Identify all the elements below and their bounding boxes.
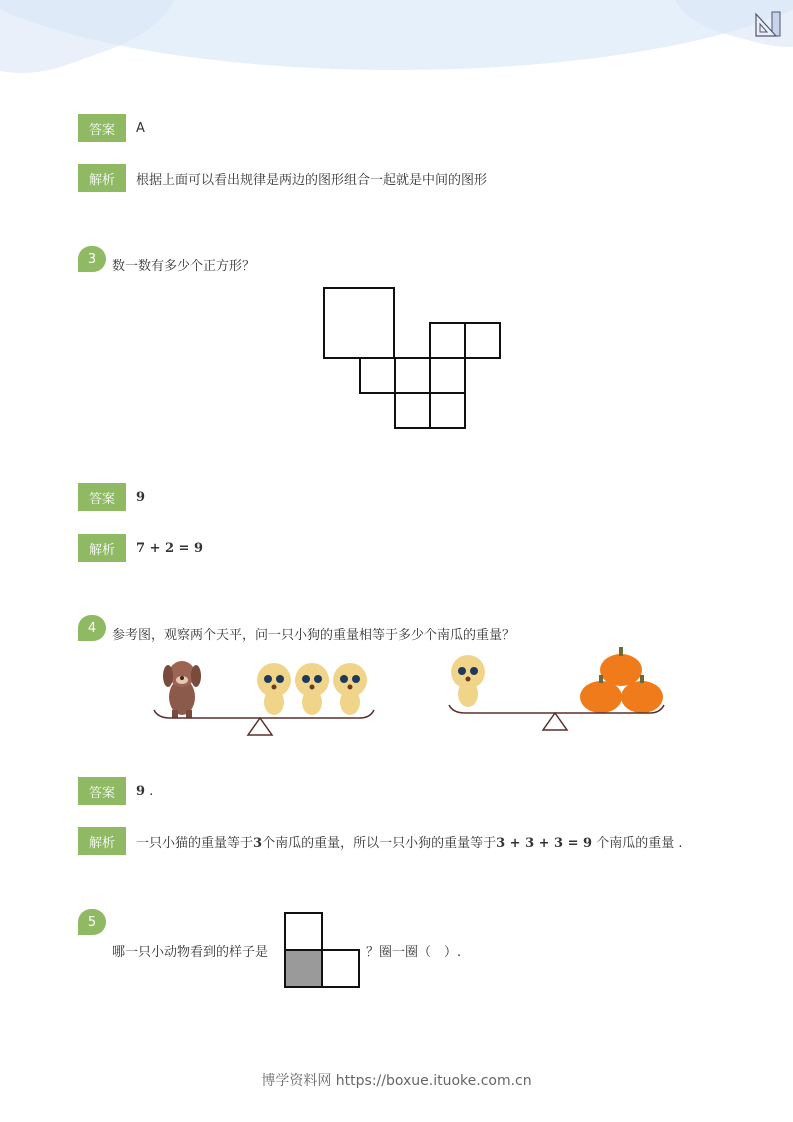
answer-value: 9 [136, 489, 146, 505]
answer-tag: 答案 [78, 777, 126, 805]
analysis-row [78, 827, 683, 855]
view-shape-figure [283, 911, 363, 991]
answer-value: A [136, 120, 145, 136]
dog-illustration [163, 661, 201, 718]
cat-illustration [451, 655, 485, 707]
answer-row [78, 483, 145, 511]
analysis-text: 7 + 2 = 9 [136, 540, 204, 556]
balance-cat-pumpkins [445, 645, 670, 735]
cat-illustration [333, 663, 367, 715]
answer-value: 9 . [136, 783, 154, 799]
question-text-after: ？圈一圈（ ）. [366, 945, 462, 960]
cat-illustration [295, 663, 329, 715]
answer-tag: 答案 [78, 483, 126, 511]
analysis-text: 一只小猫的重量等于3个南瓜的重量，所以一只小狗的重量等于3 + 3 + 3 = 9 个南瓜的重量 . [136, 835, 683, 851]
pumpkin-illustration [600, 647, 642, 686]
set-square-ruler-icon [754, 10, 782, 38]
analysis-tag: 解析 [78, 827, 126, 855]
answer-tag: 答案 [78, 114, 126, 142]
answer-row [78, 114, 145, 142]
question-text: 参考图，观察两个天平，问一只小狗的重量相等于多少个南瓜的重量？ [112, 628, 516, 643]
question-number-badge: 3 [78, 246, 106, 272]
analysis-row [78, 164, 487, 192]
question-text-before: 哪一只小动物看到的样子是 [112, 945, 269, 960]
balance-dog-cats [150, 652, 380, 742]
analysis-row [78, 534, 203, 562]
analysis-text: 根据上面可以看出规律是两边的图形组合一起就是中间的图形 [136, 172, 488, 188]
answer-row [78, 777, 153, 805]
squares-figure [320, 284, 510, 434]
cat-illustration [257, 663, 291, 715]
question-text: 数一数有多少个正方形？ [112, 259, 256, 274]
question-number-badge: 4 [78, 615, 106, 641]
analysis-tag: 解析 [78, 164, 126, 192]
question-number-badge: 5 [78, 909, 106, 935]
analysis-tag: 解析 [78, 534, 126, 562]
footer-watermark: 博学资料网 https://boxue.ituoke.com.cn [261, 1073, 532, 1089]
